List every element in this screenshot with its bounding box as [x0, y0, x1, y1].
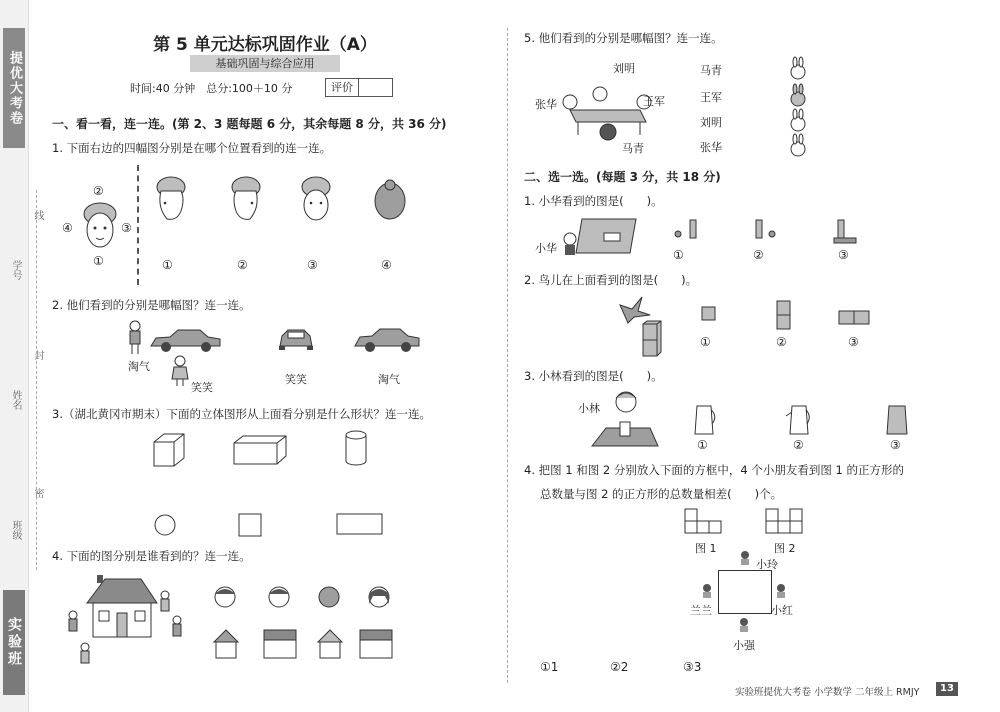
- s1q2-left-name-1: 淘气: [128, 360, 150, 373]
- s2q4-answer-1: ①1: [540, 660, 559, 674]
- cube-icon: [152, 432, 186, 468]
- s1q1-pos-bottom: ①: [93, 254, 104, 268]
- s2q1-view-3-icon: [832, 218, 862, 244]
- s2q1-person-label: 小华: [535, 242, 557, 255]
- rectangle-shape-icon: [336, 513, 384, 537]
- s2q3-option-3: ③: [890, 438, 901, 452]
- kid-xiaohong-icon: [774, 583, 788, 599]
- s1q2-right-label-1: 笑笑: [285, 373, 307, 386]
- s1q1-option-1: ①: [162, 258, 173, 272]
- head-side-right-icon: [228, 175, 264, 223]
- brand-logo-bottom: 实验班: [3, 590, 25, 695]
- head-back-icon: [372, 175, 408, 223]
- girl-xiaoxiao-icon: [170, 355, 190, 387]
- kid-name-3: 小红: [771, 604, 793, 617]
- xiaolin-table-scene-icon: [590, 390, 660, 448]
- cut-mark-1: 线: [32, 210, 43, 220]
- s2q1-option-2: ②: [753, 248, 764, 262]
- square-shape-icon: [238, 513, 262, 537]
- xiaohua-table-scene-icon: [560, 215, 640, 257]
- q5-list-name-3: 刘明: [700, 116, 722, 129]
- s1q1-option-3: ③: [307, 258, 318, 272]
- cylinder-icon: [344, 430, 368, 466]
- bird-icon: [618, 295, 652, 323]
- s1q1-pos-left: ④: [62, 221, 73, 235]
- q5-scene-name-1: 刘明: [613, 62, 635, 75]
- s2q1-view-2-icon: [752, 218, 782, 242]
- cuboid-icon: [232, 434, 288, 466]
- s2q1-view-1-icon: [672, 218, 702, 242]
- s1q1-option-4: ④: [381, 258, 392, 272]
- house-view-2-icon: [262, 628, 298, 660]
- s2q2-option-1: ①: [700, 335, 711, 349]
- stacked-cubes-icon: [641, 320, 663, 358]
- q5-text: 5. 他们看到的分别是哪幅图？连一连。: [524, 31, 723, 45]
- figure1-cubes-icon: [683, 507, 729, 535]
- s1-q3-text: 3.（湖北黄冈市期末）下面的立体图形从上面看分别是什么形状？连一连。: [52, 407, 431, 421]
- rabbit-view-2-icon: [788, 85, 808, 107]
- figure2-label: 图 2: [774, 542, 796, 555]
- child-left-icon: [64, 610, 82, 642]
- head-side-left-icon: [153, 175, 189, 223]
- car-front-icon: [276, 328, 316, 352]
- house-scene-icon: [85, 575, 160, 640]
- page-divider: [507, 28, 508, 683]
- s1q1-pos-right: ③: [121, 221, 132, 235]
- face-1-icon: [214, 584, 236, 610]
- placement-box: [718, 570, 772, 614]
- head-front-small-icon: [298, 175, 334, 223]
- rabbit-view-1-icon: [788, 58, 808, 80]
- section1-heading: 一、看一看，连一连。(第 2、3 题每题 6 分，其余每题 8 分，共 36 分): [52, 117, 447, 131]
- kid-xiaoling-icon: [738, 550, 752, 566]
- house-view-4-icon: [358, 628, 394, 660]
- top-view-square-icon: [701, 306, 717, 322]
- q1-dashed-divider: [137, 165, 139, 285]
- child-bottom-icon: [76, 642, 94, 672]
- q5-scene-name-2: 张华: [535, 98, 557, 111]
- face-4-icon: [368, 584, 390, 610]
- kettle-view-1-icon: [692, 402, 718, 436]
- s2-q4-text-line1: 4. 把图 1 和图 2 分别放入下面的方框中，4 个小朋友看到图 1 的正方形的: [524, 463, 904, 477]
- s2q1-option-1: ①: [673, 248, 684, 262]
- s2q3-person-label: 小林: [578, 402, 600, 415]
- s2q2-option-2: ②: [776, 335, 787, 349]
- house-view-1-icon: [212, 628, 240, 660]
- face-3-icon: [318, 584, 340, 610]
- s1q1-pos-top: ②: [93, 184, 104, 198]
- kid-name-4: 小强: [733, 639, 755, 652]
- s1q1-option-2: ②: [237, 258, 248, 272]
- footer-text: 实验班提优大考卷 小学数学 二年级上 RMJY: [735, 687, 920, 698]
- page-title: 第 5 单元达标巩固作业（A）: [153, 35, 377, 55]
- field-name-label: 姓名: [10, 390, 21, 410]
- face-2-icon: [268, 584, 290, 610]
- car-side-icon-2: [352, 326, 422, 354]
- s2-q4-text-line2: 总数量与图 2 的正方形的总数量相差( )个。: [540, 487, 783, 501]
- head-front-icon: [80, 200, 120, 252]
- kid-name-2: 兰兰: [690, 604, 712, 617]
- s1q2-left-name-2: 笑笑: [191, 381, 213, 394]
- figure1-label: 图 1: [695, 542, 717, 555]
- cut-mark-3: 密: [32, 488, 43, 498]
- s2q4-answer-3: ③3: [683, 660, 702, 674]
- house-view-3-icon: [316, 628, 344, 660]
- cut-line: [36, 190, 37, 570]
- top-view-horizontal-rect-icon: [838, 310, 872, 326]
- section2-heading: 二、选一选。(每题 3 分，共 18 分): [524, 170, 721, 184]
- q5-scene-name-3: 王军: [643, 95, 665, 108]
- s2q1-option-3: ③: [838, 248, 849, 262]
- kid-name-1: 小玲: [756, 558, 778, 571]
- evaluation-box: [325, 78, 393, 97]
- q5-list-name-2: 王军: [700, 91, 722, 104]
- kid-xiaoqiang-icon: [737, 617, 751, 633]
- evaluation-label: 评价: [326, 79, 359, 96]
- child-right-bottom-icon: [168, 615, 186, 645]
- kettle-view-3-icon: [885, 402, 909, 436]
- s2-q2-text: 2. 鸟儿在上面看到的图是( )。: [524, 273, 698, 287]
- s2q2-option-3: ③: [848, 335, 859, 349]
- s2q3-option-2: ②: [793, 438, 804, 452]
- rabbit-view-4-icon: [788, 135, 808, 157]
- time-score-info: 时间:40 分钟 总分:100＋10 分: [130, 82, 293, 95]
- s2-q3-text: 3. 小林看到的图是( )。: [524, 369, 663, 383]
- car-side-icon-1: [148, 328, 223, 354]
- s2q3-option-1: ①: [697, 438, 708, 452]
- binding-strip: [0, 0, 29, 712]
- brand-logo-top: 提优大考卷: [3, 28, 25, 148]
- s1-q1-text: 1. 下面右边的四幅图分别是在哪个位置看到的连一连。: [52, 141, 332, 155]
- s2-q1-text: 1. 小华看到的图是( )。: [524, 194, 663, 208]
- circle-shape-icon: [153, 513, 177, 537]
- rabbit-view-3-icon: [788, 110, 808, 132]
- page-subtitle: 基础巩固与综合应用: [190, 55, 340, 72]
- s1-q2-text: 2. 他们看到的分别是哪幅图？连一连。: [52, 298, 251, 312]
- kettle-view-2-icon: [785, 402, 813, 436]
- kid-lanlan-icon: [700, 583, 714, 599]
- top-view-vertical-rect-icon: [776, 300, 792, 332]
- s2q4-answer-2: ②2: [610, 660, 629, 674]
- field-class-label: 班级: [10, 520, 21, 540]
- boy-taoqi-icon: [125, 320, 145, 356]
- q5-list-name-4: 张华: [700, 141, 722, 154]
- page-number: 13: [936, 682, 958, 696]
- s1-q4-text: 4. 下面的图分别是谁看到的？连一连。: [52, 549, 251, 563]
- s1q2-right-label-2: 淘气: [378, 373, 400, 386]
- cut-mark-2: 封: [32, 350, 43, 360]
- field-number-label: 学号: [10, 260, 21, 280]
- q5-list-name-1: 马青: [700, 64, 722, 77]
- figure2-cubes-icon: [764, 507, 806, 535]
- q5-scene-name-4: 马青: [622, 142, 644, 155]
